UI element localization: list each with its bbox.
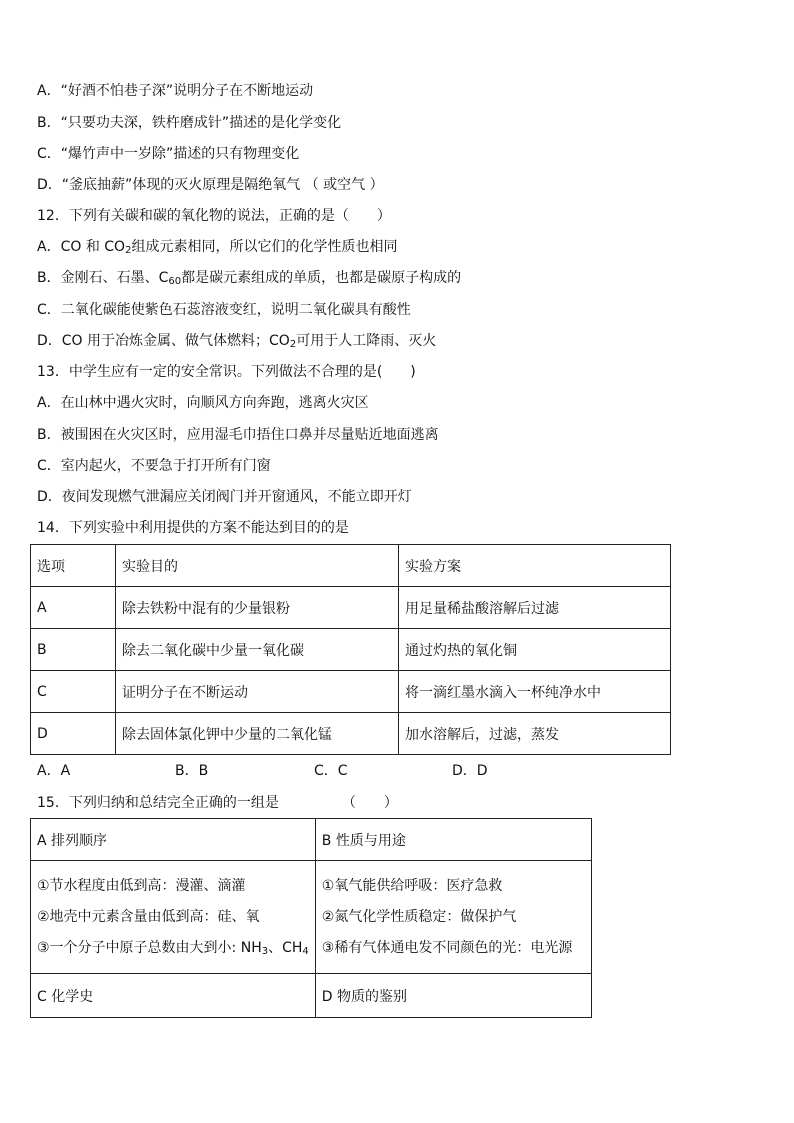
table-row (31, 587, 671, 629)
q13-option-a: A．在山林中遇火灾时，向顺风方向奔跑，逃离火灾区 (37, 395, 369, 411)
q12-stem: 12．下列有关碳和碳的氧化物的说法，正确的是（ ） (37, 208, 391, 224)
q14-choice-c: C．C (314, 763, 348, 779)
q11-option-a: A．“好酒不怕巷子深”说明分子在不断地运动 (37, 83, 314, 99)
table-cell: 除去二氧化碳中少量一氧化碳 (116, 629, 399, 671)
q13-stem: 13．中学生应有一定的安全常识。下列做法不合理的是( ) (37, 364, 416, 380)
q13-option-b: B．被围困在火灾区时，应用湿毛巾捂住口鼻并尽量贴近地面逃离 (37, 427, 439, 443)
q15-a-item: ①节水程度由低到高：漫灌、滴灌 (37, 877, 246, 894)
q12-option-b: B．金刚石、石墨、$C_{60}$都是碳元素组成的单质，也都是碳原子构成的 (37, 270, 462, 287)
table-row (31, 629, 671, 671)
q11-option-d: D．“釜底抽薪”体现的灭火原理是隔绝氧气 （ 或空气 ） (37, 177, 384, 193)
table-cell: B (31, 629, 116, 671)
table-row (31, 974, 592, 1018)
q15-a-item: ③一个分子中原子总数由大到小: $NH_3$、$CH_4$ (37, 939, 309, 957)
table-cell: 将一滴红墨水滴入一杯纯净水中 (399, 671, 671, 713)
table-row (31, 861, 592, 974)
q15-b-item: ①氧气能供给呼吸：医疗急救 (321, 877, 503, 894)
q15-a-content (31, 861, 316, 974)
table-cell: 用足量稀盐酸溶解后过滤 (399, 587, 671, 629)
q14-stem: 14．下列实验中利用提供的方案不能达到目的的是 (37, 520, 349, 536)
q11-option-b: B．“只要功夫深，铁杵磨成针”描述的是化学变化 (37, 115, 342, 131)
table-cell: 加水溶解后，过滤，蒸发 (399, 713, 671, 755)
table-header-cell: 实验方案 (399, 545, 671, 587)
q14-choice-a: A．A (37, 763, 71, 779)
table-header-row (31, 545, 671, 587)
table-row (31, 819, 592, 861)
table-cell: D (31, 713, 116, 755)
q15-c-title: C 化学史 (31, 974, 316, 1018)
q15-a-item: ②地壳中元素含量由低到高：硅、氧 (37, 908, 260, 925)
q14-choice-d: D．D (452, 763, 488, 779)
q13-option-d: D．夜间发现燃气泄漏应关闭阀门并开窗通风，不能立即开灯 (37, 489, 412, 505)
q15-d-title: D 物质的鉴别 (315, 974, 591, 1018)
table-row (31, 713, 671, 755)
q15-stem: 15．下列归纳和总结完全正确的一组是 （ ） (37, 795, 398, 811)
q15-table (30, 818, 592, 1018)
table-header-cell: 选项 (31, 545, 116, 587)
table-cell: C (31, 671, 116, 713)
q15-b-item: ③稀有气体通电发不同颜色的光：电光源 (321, 939, 573, 956)
table-cell: 除去固体氯化钾中少量的二氧化锰 (116, 713, 399, 755)
q14-choice-b: B．B (175, 763, 209, 779)
table-header-cell: 实验目的 (116, 545, 399, 587)
q15-b-title: B 性质与用途 (315, 819, 591, 861)
q13-option-c: C．室内起火，不要急于打开所有门窗 (37, 458, 271, 474)
q11-option-c: C．“爆竹声中一岁除”描述的只有物理变化 (37, 146, 300, 162)
q12-option-c: C．二氧化碳能使紫色石蕊溶液变红，说明二氧化碳具有酸性 (37, 302, 411, 318)
table-cell: A (31, 587, 116, 629)
table-cell: 除去铁粉中混有的少量银粉 (116, 587, 399, 629)
q15-b-content (315, 861, 591, 974)
q15-b-item: ②氮气化学性质稳定：做保护气 (321, 908, 517, 925)
table-row (31, 671, 671, 713)
q15-a-title: A 排列顺序 (31, 819, 316, 861)
table-cell: 通过灼热的氧化铜 (399, 629, 671, 671)
q12-option-a: A．CO 和 $CO_2$组成元素相同，所以它们的化学性质也相同 (37, 239, 398, 256)
table-cell: 证明分子在不断运动 (116, 671, 399, 713)
q14-table (30, 544, 671, 755)
q12-option-d: D．CO 用于冶炼金属、做气体燃料；$CO_2$可用于人工降雨、灭火 (37, 333, 437, 350)
